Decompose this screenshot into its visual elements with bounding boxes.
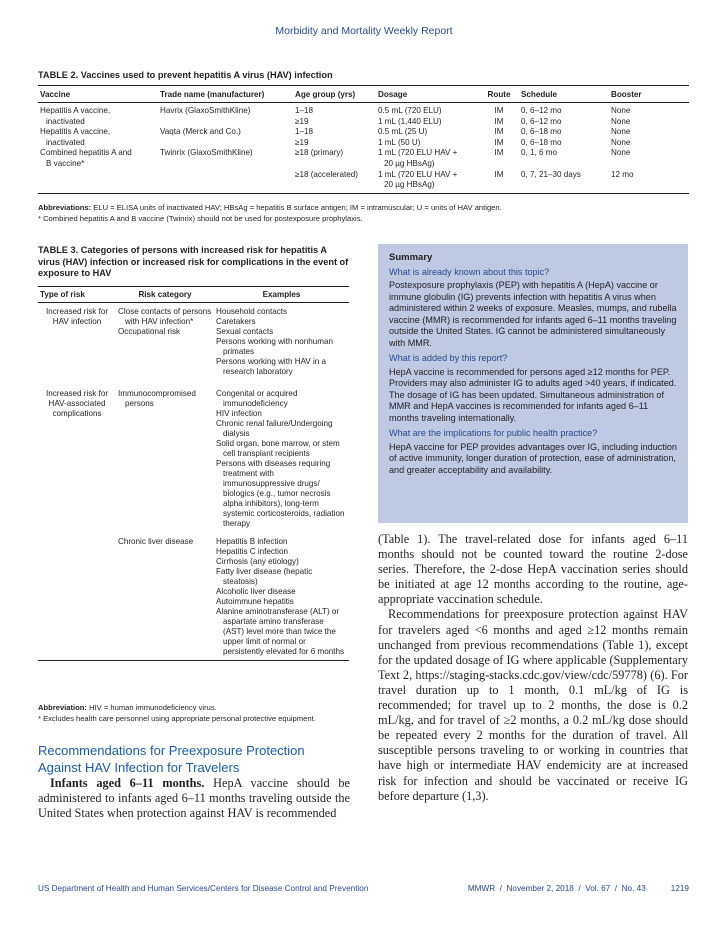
body-paragraph: Recommendations for preexposure protection against HAV for travelers aged <6 months and aged ≥12 months remain unchanged from previous recommendations (Table 1), except for the updated dosage of IG where applicable (Supplementary Text 2, https://staging-stacks.cdc.gov/view/cdc/59778) (6). For travel duration up to 1 month, 0.1 mL/kg of IG is recommended; for travel up to 2 months, the dose is 0.2 mL/kg, and for travel of ≥2 months, a 0.2 mL/kg dose should be repeated every 2 months for the duration of travel. All susceptible persons traveling to or working in countries that have high or intermediate HAV endemicity are at increased risk for infection and should be vaccinated or receive IG before departure (1,3). <box>378 607 688 803</box>
risk-type-cell <box>38 529 116 661</box>
risk-category: Close contacts of persons with HAV infection* <box>118 307 212 326</box>
abbrev-text: ELU = ELISA units of inactivated HAV; HBsAg = hepatitis B surface antigen; IM = intramuscular; U = units of HAV antigen. <box>91 203 502 212</box>
cell: Hepatitis A vaccine, <box>40 106 111 115</box>
col-vaccine: Vaccine <box>38 86 158 103</box>
table3 <box>38 286 349 661</box>
examples-cell <box>214 377 349 529</box>
table-row <box>38 303 349 378</box>
summary-question: What is already known about this topic? <box>389 266 550 277</box>
cell <box>158 117 293 128</box>
summary-answer: HepA vaccine is recommended for persons aged ≥12 months for PEP. Providers may also administer IG to adults aged >40 years, if indicated. The dosage of IG has been updated. Simultaneous administration of MMR and HepA vaccines is recommended for infants aged 6–11 months traveling internationally. <box>389 366 677 423</box>
cell: Hepatitis A vaccine, <box>40 127 111 137</box>
risk-type-line: HAV infection <box>52 317 102 326</box>
example-item: Persons working with nonhuman primates <box>216 337 333 356</box>
summary-question: What are the implications for public health practice? <box>389 428 598 438</box>
example-item: Persons working with HAV in a research laboratory <box>216 357 327 376</box>
example-item: Sexual contacts <box>216 327 274 336</box>
cell: 0.5 mL (25 U) <box>378 127 428 137</box>
cell: Vaqta (Merck and Co.) <box>160 127 241 137</box>
cell: B vaccine* <box>46 158 85 168</box>
risk-category: Occupational risk <box>118 327 181 336</box>
col-examples: Examples <box>214 287 349 303</box>
cell: 20 µg HBsAg) <box>384 158 435 168</box>
table2-footnote: * Combined hepatitis A and B vaccine (Twinrix) should not be used for postexposure prophylaxis. <box>38 213 363 223</box>
cell: None <box>611 148 631 158</box>
footer-citation: MMWR / November 2, 2018 / Vol. 67 / No. 43 1219 <box>467 884 689 893</box>
examples-cell <box>214 529 349 661</box>
table-row <box>38 180 689 193</box>
cell: IM <box>494 137 504 147</box>
cell: inactivated <box>46 116 85 126</box>
risk-category-cell <box>116 529 214 661</box>
cell <box>519 180 609 193</box>
cell: 0.5 mL (720 ELU) <box>378 106 442 115</box>
cell: 0, 6–12 mo <box>521 116 562 126</box>
cell: 0, 6–18 mo <box>521 137 562 147</box>
example-item: Alcoholic liver disease <box>216 587 296 596</box>
summary-title: Summary <box>389 252 433 263</box>
risk-category: Immunocompromised persons <box>118 389 196 408</box>
cell: 20 µg HBsAg) <box>376 180 479 193</box>
cell: ≥19 <box>295 116 309 126</box>
cell <box>479 180 519 193</box>
cell: IM <box>494 148 504 158</box>
example-item: Solid organ, bone marrow, or stem cell transplant recipients <box>216 439 340 458</box>
example-item: Persons with diseases requiring treatment with immunosuppressive drugs/ biologics (e.g., tumor necrosis alpha inhibitors), long-term systemic corticosteroids, radiation therapy <box>216 459 345 528</box>
example-item: Household contacts <box>216 307 288 316</box>
body-paragraph: (Table 1). The travel-related dose for infants aged 6–11 months should not be counted toward the routine 2-dose series. Therefore, the 2-dose HepA vaccination series should be initiated at age 12 months according to the routine, age-appropriate vaccination schedule. <box>378 532 688 607</box>
table-row <box>38 159 689 170</box>
cell <box>158 138 293 149</box>
col-type-of-risk: Type of risk <box>38 287 116 303</box>
cell: None <box>611 116 631 126</box>
example-item: Hepatitis B infection <box>216 537 288 546</box>
example-item: Fatty liver disease (hepatic steatosis) <box>216 567 313 586</box>
col-age-group: Age group (yrs) <box>293 86 376 103</box>
col-risk-category: Risk category <box>116 287 214 303</box>
summary-answer: HepA vaccine for PEP provides advantages over IG, including induction of active immunity, longer duration of protection, ease of administration, and greater acceptability and availability. <box>389 441 677 475</box>
footer-publisher: US Department of Health and Human Services/Centers for Disease Control and Prevention <box>38 884 369 893</box>
cell: None <box>611 127 631 137</box>
cell: IM <box>494 169 504 179</box>
example-item: Cirrhosis (any etiology) <box>216 557 299 566</box>
risk-type-line: Increased risk for <box>45 389 109 398</box>
table-row <box>38 117 689 128</box>
risk-category-cell <box>116 377 214 529</box>
risk-category-cell <box>116 303 214 378</box>
cell: None <box>611 137 631 147</box>
example-item: Autoimmune hepatitis <box>216 597 294 606</box>
summary-answer: Postexposure prophylaxis (PEP) with hepatitis A (HepA) vaccine or immune globulin (IG) prevents infection with hepatitis A virus when administered within 2 weeks of exposure. Measles, mumps, and rubella vaccine (MMR) is recommended for infants aged 6–11 months traveling outside the United States. IG cannot be administered simultaneously with MMR. <box>389 280 677 348</box>
cell <box>158 159 293 170</box>
table-row <box>38 138 689 149</box>
risk-type-line: complications <box>52 409 102 418</box>
table2-header-row <box>38 86 689 103</box>
summary-question: What is added by this report? <box>389 353 508 363</box>
section-heading: Recommendations for Preexposure Protection Against HAV Infection for Travelers <box>38 743 305 775</box>
cell: ≥18 (accelerated) <box>295 169 358 179</box>
left-body-text <box>38 776 350 821</box>
cell <box>293 180 376 193</box>
table3-title: TABLE 3. Categories of persons with increased risk for hepatitis A virus (HAV) infection or increased risk for complications in the event of exposure to HAV <box>38 245 349 278</box>
risk-type-line: HAV-associated <box>48 399 106 408</box>
cell: 1 mL (720 ELU HAV + <box>378 148 458 158</box>
cell <box>293 159 376 170</box>
table-row <box>38 148 689 159</box>
table-row <box>38 529 349 661</box>
col-route: Route <box>479 86 519 103</box>
cell <box>519 159 609 170</box>
example-item: Caretakers <box>216 317 256 326</box>
cell: Combined hepatitis A and <box>40 148 132 158</box>
cell: IM <box>494 106 504 115</box>
journal-header: Morbidity and Mortality Weekly Report <box>275 25 453 37</box>
example-item: HIV infection <box>216 409 262 418</box>
cell <box>158 180 293 193</box>
cell <box>158 170 293 181</box>
col-schedule: Schedule <box>519 86 609 103</box>
examples-cell <box>214 303 349 378</box>
cell: 1 mL (720 ELU HAV + <box>378 169 458 179</box>
cell: 1–18 <box>295 106 314 115</box>
cell: IM <box>494 127 504 137</box>
cell: 1 mL (1,440 ELU) <box>378 116 442 126</box>
cell: 0, 1, 6 mo <box>521 148 557 158</box>
table-row <box>38 103 689 117</box>
summary-box <box>378 244 688 523</box>
cell: 1–18 <box>295 127 314 137</box>
table2-abbreviations <box>38 203 689 214</box>
col-dosage: Dosage <box>376 86 479 103</box>
table3-footnote: * Excludes health care personnel using appropriate personal protective equipment. <box>38 713 316 723</box>
cell: 0, 6–18 mo <box>521 127 562 137</box>
cell: inactivated <box>46 137 85 147</box>
cell: ≥19 <box>295 137 309 147</box>
cell <box>609 159 689 170</box>
table-row <box>38 170 689 181</box>
abbrev-label: Abbreviations: <box>38 203 92 212</box>
risk-category: Chronic liver disease <box>118 537 194 546</box>
abbrev-label: Abbreviation: <box>38 703 87 712</box>
risk-type-line: Increased risk for <box>45 307 109 316</box>
table2-notes <box>38 203 689 224</box>
cell: 0, 6–12 mo <box>521 106 562 115</box>
example-item: Alanine aminotransferase (ALT) or aspartate amino transferase (AST) level more than twice the upper limit of normal or persistently elevated for 6 months <box>216 607 345 656</box>
cell: Twinrix (GlaxoSmithKline) <box>160 148 253 158</box>
risk-type-cell <box>38 303 116 378</box>
cell: None <box>611 106 631 115</box>
table-row <box>38 127 689 138</box>
cell: 1 mL (50 U) <box>378 137 421 147</box>
paragraph-lead: Infants aged 6–11 months. <box>50 776 205 790</box>
table2-title: TABLE 2. Vaccines used to prevent hepatitis A virus (HAV) infection <box>38 70 333 80</box>
cell: 12 mo <box>611 169 634 179</box>
abbrev-text: HIV = human immunodeficiency virus. <box>86 703 217 712</box>
cell <box>479 159 519 170</box>
cell: IM <box>494 116 504 126</box>
example-item: Congenital or acquired immunodeficiency <box>216 389 298 408</box>
cell <box>38 180 158 193</box>
cell: 0, 7, 21–30 days <box>521 169 581 179</box>
table3-header-row <box>38 287 349 303</box>
cell <box>38 170 158 181</box>
table3-notes <box>38 703 350 724</box>
table2 <box>38 85 689 194</box>
col-booster: Booster <box>609 86 689 103</box>
cell <box>609 180 689 193</box>
right-body-text <box>378 532 688 804</box>
paragraph-text: HepA vaccine should be administered to infants aged 6–11 months traveling outside the United States when protection against HAV is recommended <box>38 776 351 820</box>
table-row <box>38 377 349 529</box>
col-trade-name: Trade name (manufacturer) <box>158 86 293 103</box>
table3-abbreviations <box>38 703 350 714</box>
example-item: Hepatitis C infection <box>216 547 288 556</box>
cell: Havrix (GlaxoSmithKline) <box>160 106 251 115</box>
example-item: Chronic renal failure/Undergoing dialysis <box>216 419 333 438</box>
risk-type-cell <box>38 377 116 529</box>
cell: ≥18 (primary) <box>295 148 344 158</box>
